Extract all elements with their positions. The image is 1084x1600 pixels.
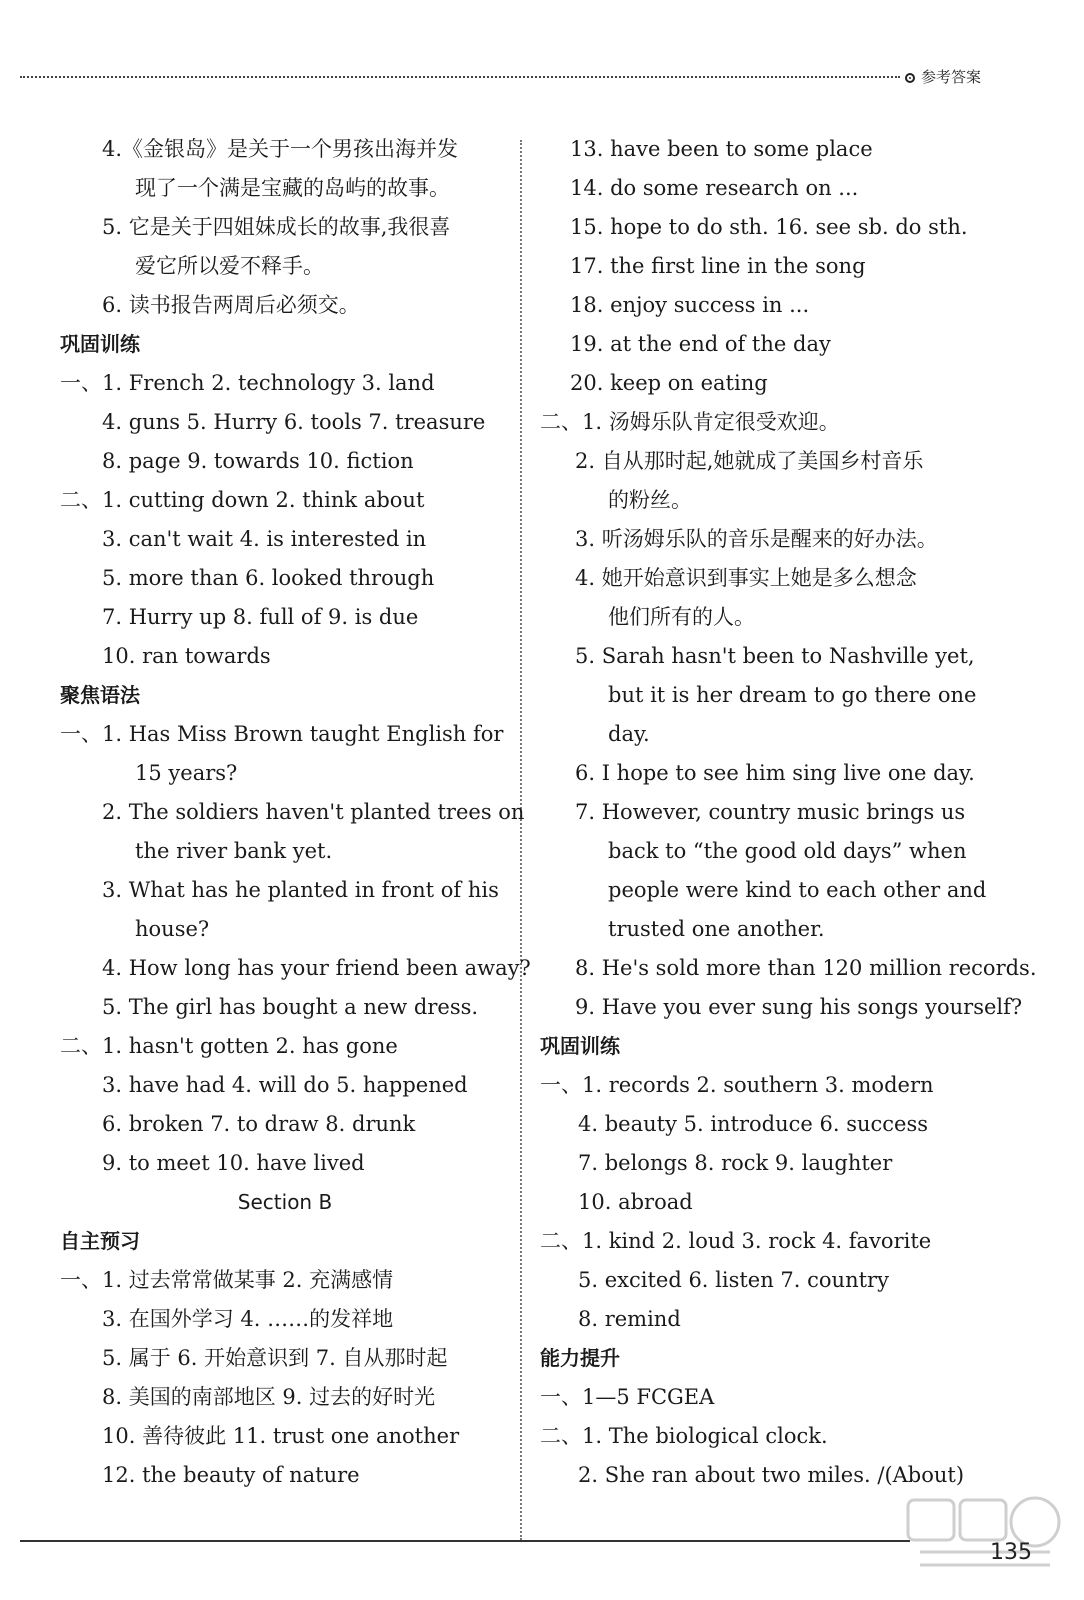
answer-line: 3. 在国外学习 4. ……的发祥地 [102,1307,394,1331]
answer-line: 6. broken 7. to draw 8. drunk [102,1112,416,1136]
answer-line: 3. can't wait 4. is interested in [102,527,427,551]
answer-line: but it is her dream to go there one [608,683,977,707]
answer-line: 5. excited 6. listen 7. country [578,1268,889,1292]
section-title: Section B [237,1190,333,1214]
answer-line: 9. to meet 10. have lived [102,1151,365,1175]
section-heading: 自主预习 [60,1229,140,1253]
bullet-icon [905,73,915,83]
answer-line: 6. 读书报告两周后必须交。 [102,293,360,317]
left-column [60,130,531,1495]
answer-line: 3. 听汤姆乐队的音乐是醒来的好办法。 [575,527,938,551]
answer-line: 一、1—5 FCGEA [540,1385,715,1409]
answer-line: 10. abroad [578,1190,693,1214]
section-heading: 巩固训练 [60,332,140,356]
answer-line: 4. 她开始意识到事实上她是多么想念 [575,566,917,590]
answer-line: 9. Have you ever sung his songs yourself? [575,995,1023,1019]
answer-line: 一、1. records 2. southern 3. modern [540,1073,934,1097]
answer-line: 二、1. kind 2. loud 3. rock 4. favorite [540,1229,932,1253]
answer-line: 8. 美国的南部地区 9. 过去的好时光 [102,1385,436,1409]
answer-line: 8. remind [578,1307,681,1331]
answer-line: 7. Hurry up 8. full of 9. is due [102,605,419,629]
answer-line: 15 years? [135,761,238,785]
answer-line: 4. guns 5. Hurry 6. tools 7. treasure [102,410,486,434]
answer-line: 3. have had 4. will do 5. happened [102,1073,468,1097]
header-label-text: 参考答案 [921,68,982,86]
answer-line: house? [135,917,210,941]
answer-line: 一、1. French 2. technology 3. land [60,371,435,395]
answer-line: 10. ran towards [102,644,271,668]
answer-line: 19. at the end of the day [570,332,831,356]
answer-line: trusted one another. [608,917,825,941]
answer-line: 4.《金银岛》是关于一个男孩出海并发 [102,137,459,161]
answer-line: 二、1. cutting down 2. think about [60,488,425,512]
answer-line: 13. have been to some place [570,137,873,161]
answer-line: 14. do some research on ... [570,176,859,200]
page-number: 135 [990,1540,1032,1565]
answer-line: 4. beauty 5. introduce 6. success [578,1112,929,1136]
section-heading: 能力提升 [540,1346,620,1370]
answer-line: 二、1. The biological clock. [540,1424,828,1448]
answer-line: 二、1. 汤姆乐队肯定很受欢迎。 [540,410,840,434]
answer-line: 2. 自从那时起,她就成了美国乡村音乐 [575,449,924,473]
answer-line: 一、1. 过去常常做某事 2. 充满感情 [60,1268,394,1292]
answer-line: 5. 它是关于四姐妹成长的故事,我很喜 [102,215,451,239]
answer-line: 4. How long has your friend been away? [102,956,531,980]
watermark-logo [900,1490,1070,1590]
answer-line: 的粉丝。 [608,488,692,512]
answer-line: 5. The girl has bought a new dress. [102,995,479,1019]
answer-line: 15. hope to do sth. 16. see sb. do sth. [570,215,968,239]
answer-line: 5. 属于 6. 开始意识到 7. 自从那时起 [102,1346,448,1370]
answer-line: 7. However, country music brings us [575,800,966,824]
answer-line: 他们所有的人。 [608,605,755,629]
answer-line: back to “the good old days” when [608,839,967,863]
footer-rule [20,1540,910,1542]
answer-line: 17. the first line in the song [570,254,866,278]
right-column [540,130,1040,1495]
header-dotted-rule [20,76,900,78]
answer-line: 18. enjoy success in ... [570,293,810,317]
section-heading: 巩固训练 [540,1034,620,1058]
answer-line: day. [608,722,650,746]
section-heading: 聚焦语法 [60,683,140,707]
answer-line: 7. belongs 8. rock 9. laughter [578,1151,893,1175]
answer-line: 5. Sarah hasn't been to Nashville yet, [575,644,975,668]
answer-line: people were kind to each other and [608,878,987,902]
answer-line: 8. page 9. towards 10. fiction [102,449,414,473]
answer-line: 12. the beauty of nature [102,1463,360,1487]
answer-line: 二、1. hasn't gotten 2. has gone [60,1034,398,1058]
answer-line: 20. keep on eating [570,371,768,395]
answer-line: 一、1. Has Miss Brown taught English for [60,722,504,746]
answer-line: 现了一个满是宝藏的岛屿的故事。 [135,176,450,200]
answer-line: 6. I hope to see him sing live one day. [575,761,975,785]
answer-line: 爱它所以爱不释手。 [135,254,324,278]
answer-line: 10. 善待彼此 11. trust one another [102,1424,460,1448]
answer-line: 8. He's sold more than 120 million records. [575,956,1037,980]
column-divider [520,140,522,1540]
answer-line: 3. What has he planted in front of his [102,878,499,902]
answer-line: 2. The soldiers haven't planted trees on [102,800,525,824]
answer-line: 5. more than 6. looked through [102,566,435,590]
answer-line: the river bank yet. [135,839,333,863]
answer-line: 2. She ran about two miles. /(About) [578,1463,965,1487]
header-label [905,66,981,87]
